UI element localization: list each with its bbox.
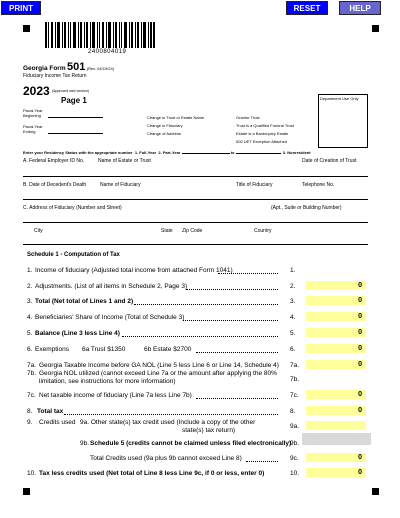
line9a-text: 9a. Other state(s) tax credit used (Include a copy of the other bbox=[80, 419, 256, 426]
line1-text: Income of fiduciary (Adjusted total income from attached Form 1041) bbox=[35, 267, 233, 274]
line10-text: Tax less credits used (Net total of Line 8 less Line 9c, if 0 or less, enter 0) bbox=[39, 470, 265, 477]
dept-use-box bbox=[318, 94, 368, 148]
line10-ref: 10. bbox=[290, 470, 300, 477]
checkbox-column-1 bbox=[147, 114, 204, 138]
line9-text: Credits used bbox=[39, 419, 76, 426]
tax-year: 2023 bbox=[23, 84, 50, 98]
barcode-icon bbox=[45, 22, 155, 48]
line7a-text: Georgia Taxable Income before GA NOL (Line 5 less Line 6 or Line 14, Schedule 4) bbox=[39, 362, 279, 369]
line7c-num: 7c. bbox=[27, 392, 36, 399]
creation-date-label: Date of Creation of Trust bbox=[302, 158, 357, 164]
line4-num: 4. bbox=[27, 314, 33, 321]
form-number: 501 bbox=[67, 61, 86, 73]
line7c-text: Net taxable income of fiduciary (Line 7a less Line 7b) bbox=[39, 392, 192, 399]
fiduciary-name-label: Name of Fiduciary bbox=[100, 182, 141, 188]
line9c-ref: 9c. bbox=[290, 455, 299, 462]
line6-ref: 6. bbox=[290, 346, 296, 353]
line2-ref: 2. bbox=[290, 283, 296, 290]
line9-num: 9. bbox=[27, 419, 33, 426]
line9c-field[interactable]: 0 bbox=[306, 453, 366, 462]
city-label: City bbox=[34, 228, 43, 234]
line9a-ref: 9a. bbox=[290, 423, 300, 430]
line7a-ref: 7a. bbox=[290, 362, 300, 369]
reset-button[interactable]: RESET bbox=[286, 1, 328, 15]
checkbox-funeral-trust[interactable]: Trust is a Qualified Funeral Trust bbox=[236, 123, 294, 128]
line1-ref: 1. bbox=[290, 267, 296, 274]
registration-mark-bottom-left bbox=[23, 488, 30, 495]
line8-field[interactable]: 0 bbox=[306, 406, 366, 415]
line6b-estate: 6b Estate $2700 bbox=[144, 346, 192, 353]
line7c-leader bbox=[196, 398, 278, 399]
line9b-field bbox=[302, 433, 371, 445]
line3-leader bbox=[134, 304, 278, 305]
line5-num: 5. bbox=[27, 330, 33, 337]
line4-ref: 4. bbox=[290, 314, 296, 321]
line10-field[interactable]: 0 bbox=[306, 468, 366, 477]
registration-mark-bottom-right bbox=[372, 488, 379, 495]
line3-field[interactable]: 0 bbox=[306, 296, 366, 305]
registration-mark-top-left bbox=[23, 25, 30, 32]
checkbox-column-2 bbox=[236, 114, 294, 146]
page-label: Page 1 bbox=[61, 96, 87, 105]
line6-field[interactable]: 0 bbox=[306, 344, 366, 353]
apt-label: (Apt., Suite or Building Number) bbox=[271, 205, 342, 211]
line8-leader bbox=[64, 414, 278, 415]
line2-field[interactable]: 0 bbox=[306, 281, 366, 290]
checkbox-address-change[interactable]: Change of Address bbox=[147, 131, 182, 136]
line3-text: Total (Net total of Lines 1 and 2) bbox=[35, 298, 134, 305]
checkbox-grantor-trust[interactable]: Grantor Trust bbox=[236, 115, 260, 120]
line4-text: Beneficiaries' Share of Income (Total of Schedule 3) bbox=[35, 314, 185, 321]
death-date-label: B. Date of Decedent's Death bbox=[23, 182, 87, 188]
line7a-num: 7a. bbox=[27, 362, 37, 369]
year-note: (Approved web version) bbox=[52, 89, 89, 93]
form-rev: (Rev. 04/19/24) bbox=[86, 66, 115, 71]
country-label: Country bbox=[254, 228, 272, 234]
line8-text: Total tax bbox=[37, 408, 64, 415]
line3-ref: 3. bbox=[290, 298, 296, 305]
line7c-ref: 7c. bbox=[290, 392, 299, 399]
fiscal-beginning-field[interactable] bbox=[48, 117, 103, 118]
checkbox-fiduciary-change[interactable]: Change in Fiduciary bbox=[147, 123, 183, 128]
line8-num: 8. bbox=[27, 408, 33, 415]
registration-mark-top-right bbox=[372, 25, 379, 32]
checkbox-uet-exception[interactable]: 500 UET Exception Attached bbox=[236, 139, 288, 144]
line5-leader bbox=[122, 336, 278, 337]
telephone-label: Telephone No. bbox=[302, 182, 335, 188]
line9b-label: 9b. bbox=[80, 440, 90, 447]
line6-num: 6. bbox=[27, 346, 33, 353]
residency-row: Enter your Residency Status with the appropriate number 1. Full-Year 2. Part-Year to 3. Nonresident bbox=[23, 150, 311, 155]
line1-num: 1. bbox=[27, 267, 33, 274]
dept-use-label: Department Use Only bbox=[320, 96, 359, 101]
line5-text: Balance (Line 3 less Line 4) bbox=[35, 330, 120, 337]
row-a-field[interactable] bbox=[23, 176, 368, 177]
form-title: Fiduciary Income Tax Return bbox=[23, 73, 87, 79]
line6-leader bbox=[196, 352, 278, 353]
line9b-ref: 9b. bbox=[290, 440, 300, 447]
line8-ref: 8. bbox=[290, 408, 296, 415]
line9c-text: Total Credits used (9a plus 9b cannot exceed Line 8) bbox=[90, 455, 242, 462]
line7b-text: Georgia NOL utilized (cannot exceed Line 7a or the amount after applying the 80% limitation, see instructions for more information) bbox=[39, 370, 277, 385]
checkbox-name-change[interactable]: Change in Trust or Estate Name bbox=[147, 115, 205, 120]
line6a-trust: 6a Trust $1350 bbox=[82, 346, 126, 353]
line3-num: 3. bbox=[27, 298, 33, 305]
line9a-text-2: state(s) tax return) bbox=[182, 427, 236, 434]
fiduciary-title-label: Title of Fiduciary bbox=[236, 182, 273, 188]
line10-num: 10. bbox=[27, 470, 37, 477]
line1-leader bbox=[218, 273, 278, 274]
row-c-field[interactable] bbox=[23, 222, 368, 223]
form-heading bbox=[23, 61, 114, 73]
row-b-field[interactable] bbox=[23, 199, 368, 200]
state-label: State bbox=[161, 228, 173, 234]
checkbox-bankruptcy-estate[interactable]: Estate is a Bankruptcy Estate bbox=[236, 131, 289, 136]
line2-num: 2. bbox=[27, 283, 33, 290]
line7b-ref: 7b. bbox=[290, 376, 300, 383]
barcode-number: 2400804019 bbox=[88, 49, 127, 55]
line5-ref: 5. bbox=[290, 330, 296, 337]
schedule1-title: Schedule 1 - Computation of Tax bbox=[27, 252, 120, 258]
zip-label: Zip Code bbox=[182, 228, 203, 234]
print-button[interactable]: PRINT bbox=[1, 1, 41, 15]
fiscal-ending-field[interactable] bbox=[48, 133, 103, 134]
help-button[interactable]: HELP bbox=[339, 1, 381, 15]
form-prefix: Georgia Form bbox=[23, 65, 66, 72]
line5-field[interactable]: 0 bbox=[306, 328, 366, 337]
row-city-field[interactable] bbox=[23, 244, 368, 245]
fiscal-beginning-label: Fiscal Year Beginning bbox=[23, 108, 43, 118]
line4-leader bbox=[183, 320, 278, 321]
line9b-text: Schedule 5 (credits cannot be claimed unless filed electronically) bbox=[90, 440, 292, 447]
line7b-num: 7b. bbox=[27, 370, 37, 377]
line9a-field[interactable] bbox=[306, 421, 366, 430]
estate-name-label: Name of Estate or Trust bbox=[98, 158, 151, 164]
line9c-leader bbox=[246, 461, 278, 462]
fiscal-ending-label: Fiscal Year Ending bbox=[23, 124, 43, 134]
line2-leader bbox=[186, 289, 278, 290]
line6-text: Exemptions bbox=[35, 346, 69, 353]
fein-label: A. Federal Employer ID No. bbox=[23, 158, 85, 164]
line2-text: Adjustments. (List of all items in Schedule 2, Page 3) bbox=[35, 283, 188, 290]
line7c-field[interactable]: 0 bbox=[306, 390, 366, 399]
line4-field[interactable]: 0 bbox=[306, 312, 366, 321]
line7a-field[interactable]: 0 bbox=[306, 360, 366, 369]
address-label: C. Address of Fiduciary (Number and Street) bbox=[23, 205, 122, 211]
